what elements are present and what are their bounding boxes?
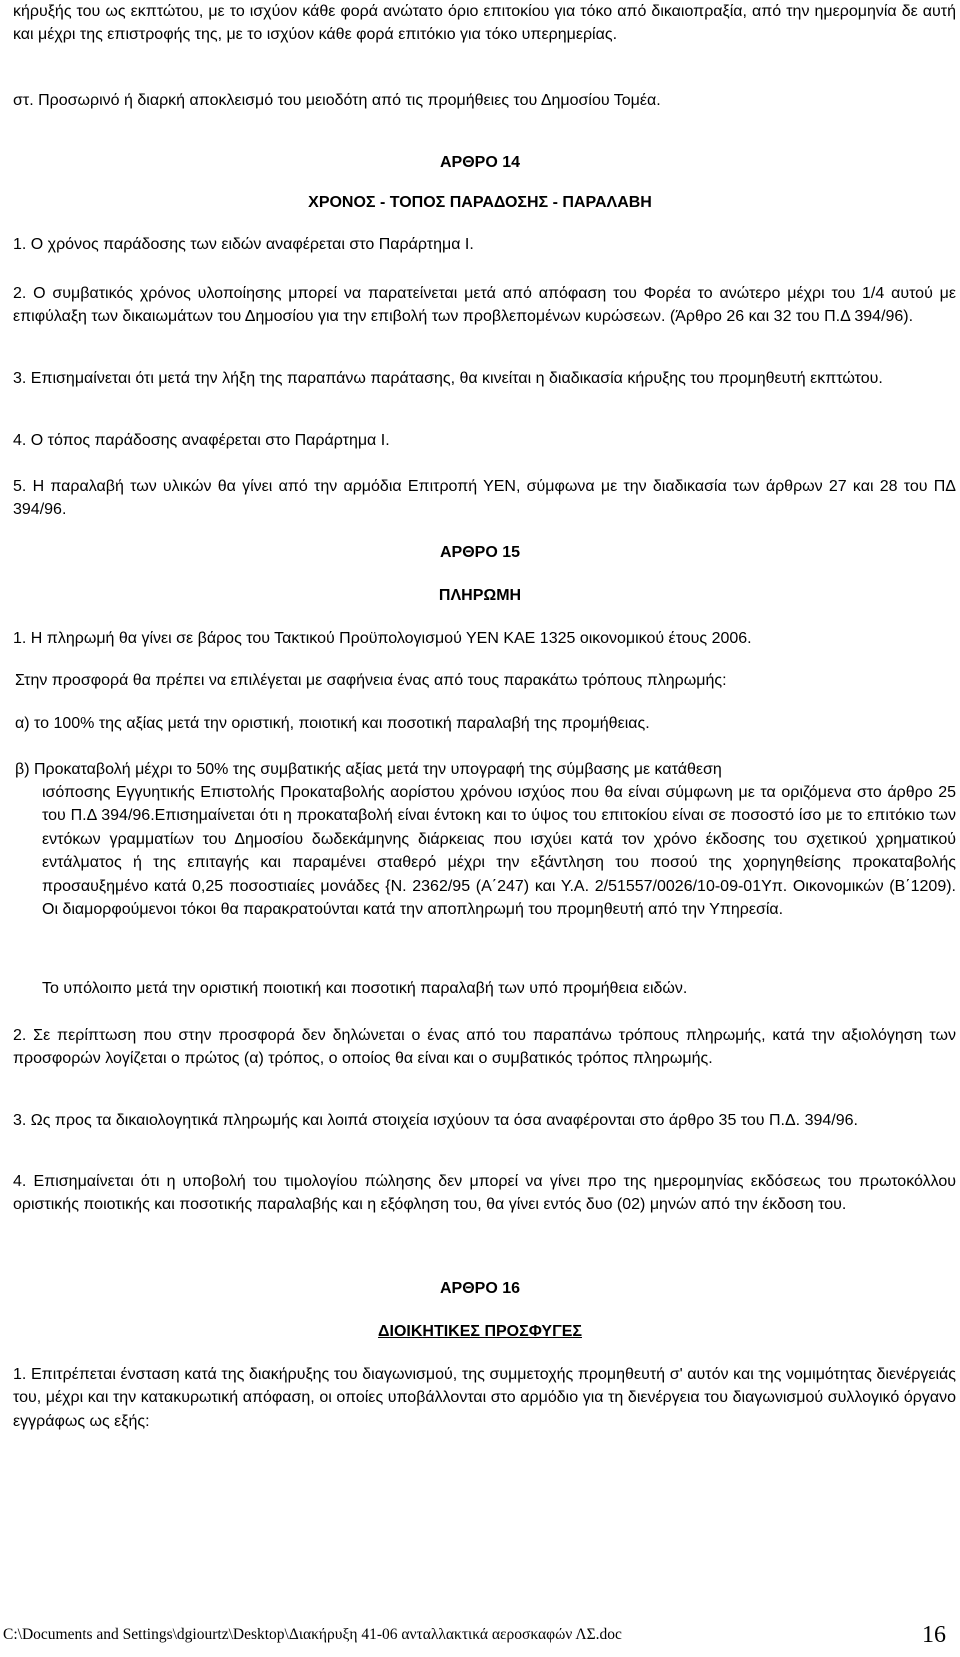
intro-paragraph: κήρυξής του ως εκπτώτου, με το ισχύον κάθε φορά ανώτατο όριο επιτοκίου για τόκο από δικαιοπραξία, από την ημερομηνία δε αυτή και μέχρι της επιστροφής της, με το ισχύον κάθε φορά επιτόκιο για τόκο υπερημερίας. bbox=[13, 3, 956, 44]
article-14-subheading: ΧΡΟΝΟΣ - ΤΟΠΟΣ ΠΑΡΑΔΟΣΗΣ - ΠΑΡΑΛΑΒΗ bbox=[308, 194, 652, 211]
payment-option-b-lead: β) Προκαταβολή μέχρι το 50% της συμβατικής αξίας μετά την υπογραφή της σύμβασης με κατάθεση bbox=[15, 761, 722, 778]
article-15-subheading: ΠΛΗΡΩΜΗ bbox=[438, 587, 522, 604]
page-number: 16 bbox=[922, 1622, 946, 1648]
paragraph-st: στ. Προσωρινό ή διαρκή αποκλεισμό του μειοδότη από τις προμήθειες του Δημοσίου Τομέα. bbox=[13, 92, 661, 109]
article-15-paragraph-3: 3. Ως προς τα δικαιολογητικά πληρωμής και λοιπά στοιχεία ισχύουν τα όσα αναφέρονται στο άρθρο 35 του Π.Δ. 394/96. bbox=[13, 1112, 858, 1129]
payment-option-b-body: ισόποσης Εγγυητικής Επιστολής Προκαταβολής αορίστου χρόνου ισχύος που θα είναι σύμφωνη με τα οριζόμενα στο άρθρο 25 του Π.Δ 394/96.Επισημαίνεται ότι η προκαταβολή είναι έντοκη και το ύψος του επιτοκίου είναι σε ποσοστό ίσο με το επιτόκιο των εντόκων γραμματίων του Δημοσίου δωδεκάμηνης διάρκειας που ισχύει κατά τον χρόνο έκδοσης του σχετικού χρηματικού εντάλματος ή της επιταγής και παραμένει σταθερό μέχρι την εξάντληση του ποσού της χορηγηθείσης προκαταβολής προσαυξημένο κατά 0,25 ποσοστιαίες μονάδες {Ν. 2362/95 (Α΄247) και Υ.Α. 2/51557/0026/10-09-01Υπ. Οικονομικών (Β΄1209). Οι διαμορφούμενοι τόκοι θα παρακρατούνται κατά την αποπληρωμή του προμηθευτή από την Υπηρεσία. bbox=[42, 784, 956, 919]
payment-option-a: α) το 100% της αξίας μετά την οριστική, ποιοτική και ποσοτική παραλαβή της προμήθειας. bbox=[15, 715, 650, 732]
payment-remainder: Το υπόλοιπο μετά την οριστική ποιοτική και ποσοτική παραλαβή των υπό προμήθεια ειδών. bbox=[42, 980, 688, 997]
article-14-paragraph-4: 4. Ο τόπος παράδοσης αναφέρεται στο Παράρτημα Ι. bbox=[13, 432, 390, 449]
article-14-paragraph-2: 2. Ο συμβατικός χρόνος υλοποίησης μπορεί να παρατείνεται μετά από απόφαση του Φορέα το ανώτερο μέχρι του 1/4 αυτού με επιφύλαξη των δικαιωμάτων του Δημοσίου για την επιβολή των προβλεπομένων κυρώσεων. (Άρθρο 26 και 32 του Π.Δ 394/96). bbox=[13, 285, 956, 326]
article-14-paragraph-5: 5. Η παραλαβή των υλικών θα γίνει από την αρμόδια Επιτροπή ΥΕΝ, σύμφωνα με την διαδικασία των άρθρων 27 και 28 του ΠΔ 394/96. bbox=[13, 478, 956, 519]
article-15-paragraph-2: 2. Σε περίπτωση που στην προσφορά δεν δηλώνεται ο ένας από του παραπάνω τρόπους πληρωμής, κατά την αξιολόγηση των προσφορών λογίζεται ο πρώτος (α) τρόπος, ο οποίος θα είναι και ο συμβατικός τρόπος πληρωμής. bbox=[13, 1027, 956, 1068]
payment-methods-intro: Στην προσφορά θα πρέπει να επιλέγεται με σαφήνεια ένας από τους παρακάτω τρόπους πληρωμής: bbox=[15, 672, 727, 689]
article-15-paragraph-1: 1. Η πληρωμή θα γίνει σε βάρος του Τακτικού Προϋπολογισμού ΥΕΝ ΚΑΕ 1325 οικονομικού έτους 2006. bbox=[13, 630, 752, 647]
footer-file-path: C:\Documents and Settings\dgiourtz\Desktop\Διακήρυξη 41-06 ανταλλακτικά αεροσκαφών ΛΣ.doc bbox=[3, 1626, 622, 1643]
article-14-paragraph-1: 1. Ο χρόνος παράδοσης των ειδών αναφέρεται στο Παράρτημα Ι. bbox=[13, 236, 474, 253]
article-15-paragraph-4: 4. Επισημαίνεται ότι η υποβολή του τιμολογίου πώλησης δεν μπορεί να γίνει προ της ημερομηνίας εκδόσεως του πρωτοκόλλου οριστικής ποιοτικής και ποσοτικής παραλαβής και η εξόφληση του, θα γίνει εντός δυο (02) μηνών από την έκδοση του. bbox=[13, 1173, 956, 1214]
article-16-heading: ΑΡΘΡΟ 16 bbox=[439, 1280, 521, 1297]
article-16-subheading: ΔΙΟΙΚΗΤΙΚΕΣ ΠΡΟΣΦΥΓΕΣ bbox=[378, 1323, 582, 1340]
article-14-heading: ΑΡΘΡΟ 14 bbox=[439, 154, 521, 171]
article-14-paragraph-3: 3. Επισημαίνεται ότι μετά την λήξη της παραπάνω παράτασης, θα κινείται η διαδικασία κήρυξης του προμηθευτή εκπτώτου. bbox=[13, 370, 883, 387]
article-15-heading: ΑΡΘΡΟ 15 bbox=[439, 544, 521, 561]
article-16-paragraph-1: 1. Επιτρέπεται ένσταση κατά της διακήρυξης του διαγωνισμού, της συμμετοχής προμηθευτή σ' αυτόν και της νομιμότητας διενέργειάς του, μέχρι και την κατακυρωτική απόφαση, οι οποίες υποβάλλονται στο αρμόδιο για τη διενέργεια του διαγωνισμού συλλογικό όργανο εγγράφως ως εξής: bbox=[13, 1366, 956, 1430]
